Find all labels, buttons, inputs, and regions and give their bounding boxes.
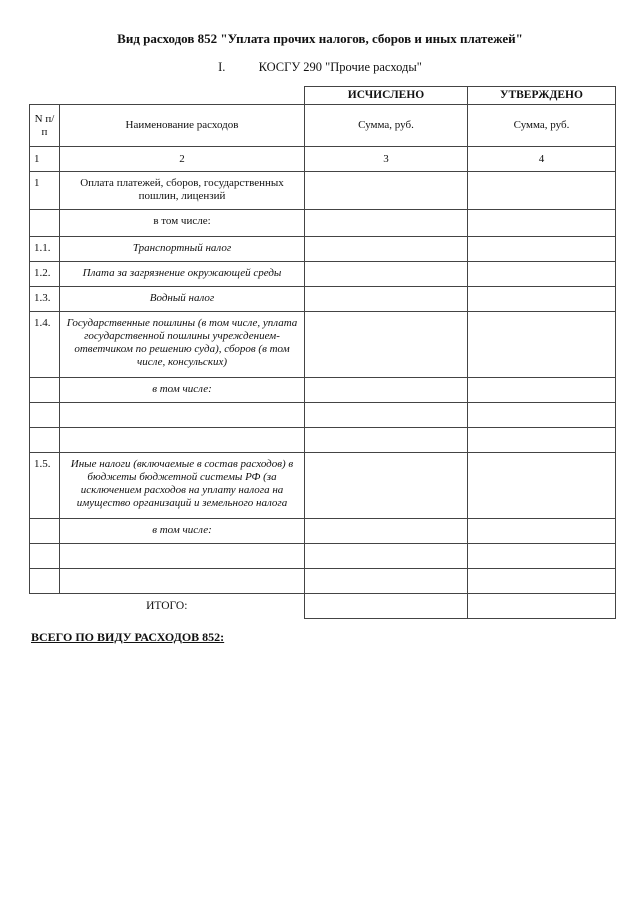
total-label: ИТОГО: — [30, 594, 305, 619]
row-number: 1.1. — [30, 237, 60, 262]
section-heading — [0, 60, 640, 75]
section-number: I. — [218, 60, 226, 74]
row-number: 1 — [30, 172, 60, 210]
row-number: 1.4. — [30, 312, 60, 378]
row-sum-approved[interactable] — [468, 237, 616, 262]
page-title: Вид расходов 852 "Уплата прочих налогов, сборов и иных платежей" — [117, 31, 523, 46]
grand-total-label: ВСЕГО ПО ВИДУ РАСХОДОВ 852: — [31, 630, 225, 644]
row-sum-calculated[interactable] — [305, 519, 468, 544]
row-sum-calculated[interactable] — [305, 544, 468, 569]
row-number — [30, 519, 60, 544]
column-number-row — [30, 147, 616, 172]
row-sum-calculated[interactable] — [305, 172, 468, 210]
row-sum-calculated[interactable] — [305, 237, 468, 262]
table-row — [30, 262, 616, 287]
row-number: 1.5. — [30, 453, 60, 519]
row-name: Водный налог — [60, 287, 305, 312]
row-sum-approved[interactable] — [468, 428, 616, 453]
row-number — [30, 210, 60, 237]
row-sum-approved[interactable] — [468, 453, 616, 519]
row-sum-calculated[interactable] — [305, 453, 468, 519]
row-name: в том числе: — [60, 210, 305, 237]
col-header-sum-approved: Сумма, руб. — [468, 105, 616, 147]
row-sum-approved[interactable] — [468, 519, 616, 544]
row-sum-approved[interactable] — [468, 262, 616, 287]
row-sum-approved[interactable] — [468, 287, 616, 312]
group-header-row — [30, 87, 616, 105]
col-number-1: 1 — [30, 147, 60, 172]
row-sum-calculated[interactable] — [305, 378, 468, 403]
row-sum-calculated[interactable] — [305, 569, 468, 594]
total-row — [30, 594, 616, 619]
row-sum-calculated[interactable] — [305, 312, 468, 378]
table-row — [30, 453, 616, 519]
row-sum-calculated[interactable] — [305, 210, 468, 237]
row-sum-approved[interactable] — [468, 544, 616, 569]
row-number: 1.2. — [30, 262, 60, 287]
row-number — [30, 428, 60, 453]
row-name: Транспортный налог — [60, 237, 305, 262]
row-name — [60, 544, 305, 569]
row-name: в том числе: — [60, 519, 305, 544]
row-sum-approved[interactable] — [468, 378, 616, 403]
row-name: Государственные пошлины (в том числе, уплата государственной пошлины учреждением-ответчиком по решению суда), сборов (в том числе, консульских) — [60, 312, 305, 378]
row-name — [60, 569, 305, 594]
col-header-name: Наименование расходов — [60, 105, 305, 147]
row-number — [30, 403, 60, 428]
row-number — [30, 544, 60, 569]
table-row — [30, 378, 616, 403]
table-row — [30, 544, 616, 569]
row-sum-approved[interactable] — [468, 172, 616, 210]
table-row — [30, 287, 616, 312]
col-number-4: 4 — [468, 147, 616, 172]
table-row — [30, 403, 616, 428]
table-row — [30, 428, 616, 453]
row-sum-approved[interactable] — [468, 569, 616, 594]
total-sum-calculated[interactable] — [305, 594, 468, 619]
row-name: Плата за загрязнение окружающей среды — [60, 262, 305, 287]
row-name — [60, 403, 305, 428]
expenses-table — [29, 86, 616, 619]
table-row — [30, 519, 616, 544]
col-number-3: 3 — [305, 147, 468, 172]
group-header-approved: УТВЕРЖДЕНО — [468, 87, 616, 105]
row-number: 1.3. — [30, 287, 60, 312]
col-number-2: 2 — [60, 147, 305, 172]
col-header-number: N п/п — [30, 105, 60, 147]
table-row — [30, 210, 616, 237]
table-row — [30, 237, 616, 262]
column-header-row — [30, 105, 616, 147]
table-row — [30, 312, 616, 378]
group-header-blank — [30, 87, 305, 105]
row-name: Иные налоги (включаемые в состав расходов) в бюджеты бюджетной системы РФ (за исключением расходов на уплату налога на имущество организаций и земельного налога — [60, 453, 305, 519]
row-sum-approved[interactable] — [468, 403, 616, 428]
section-label: КОСГУ 290 "Прочие расходы" — [258, 60, 422, 74]
total-sum-approved[interactable] — [468, 594, 616, 619]
row-number — [30, 378, 60, 403]
table-row — [30, 172, 616, 210]
expenses-table-body — [30, 87, 616, 619]
table-row — [30, 569, 616, 594]
row-number — [30, 569, 60, 594]
row-sum-approved[interactable] — [468, 312, 616, 378]
row-sum-calculated[interactable] — [305, 403, 468, 428]
row-name — [60, 428, 305, 453]
row-sum-calculated[interactable] — [305, 262, 468, 287]
col-header-sum-calculated: Сумма, руб. — [305, 105, 468, 147]
row-sum-calculated[interactable] — [305, 287, 468, 312]
row-sum-approved[interactable] — [468, 210, 616, 237]
row-sum-calculated[interactable] — [305, 428, 468, 453]
row-name: Оплата платежей, сборов, государственных пошлин, лицензий — [60, 172, 305, 210]
row-name: в том числе: — [60, 378, 305, 403]
group-header-calculated: ИСЧИСЛЕНО — [305, 87, 468, 105]
